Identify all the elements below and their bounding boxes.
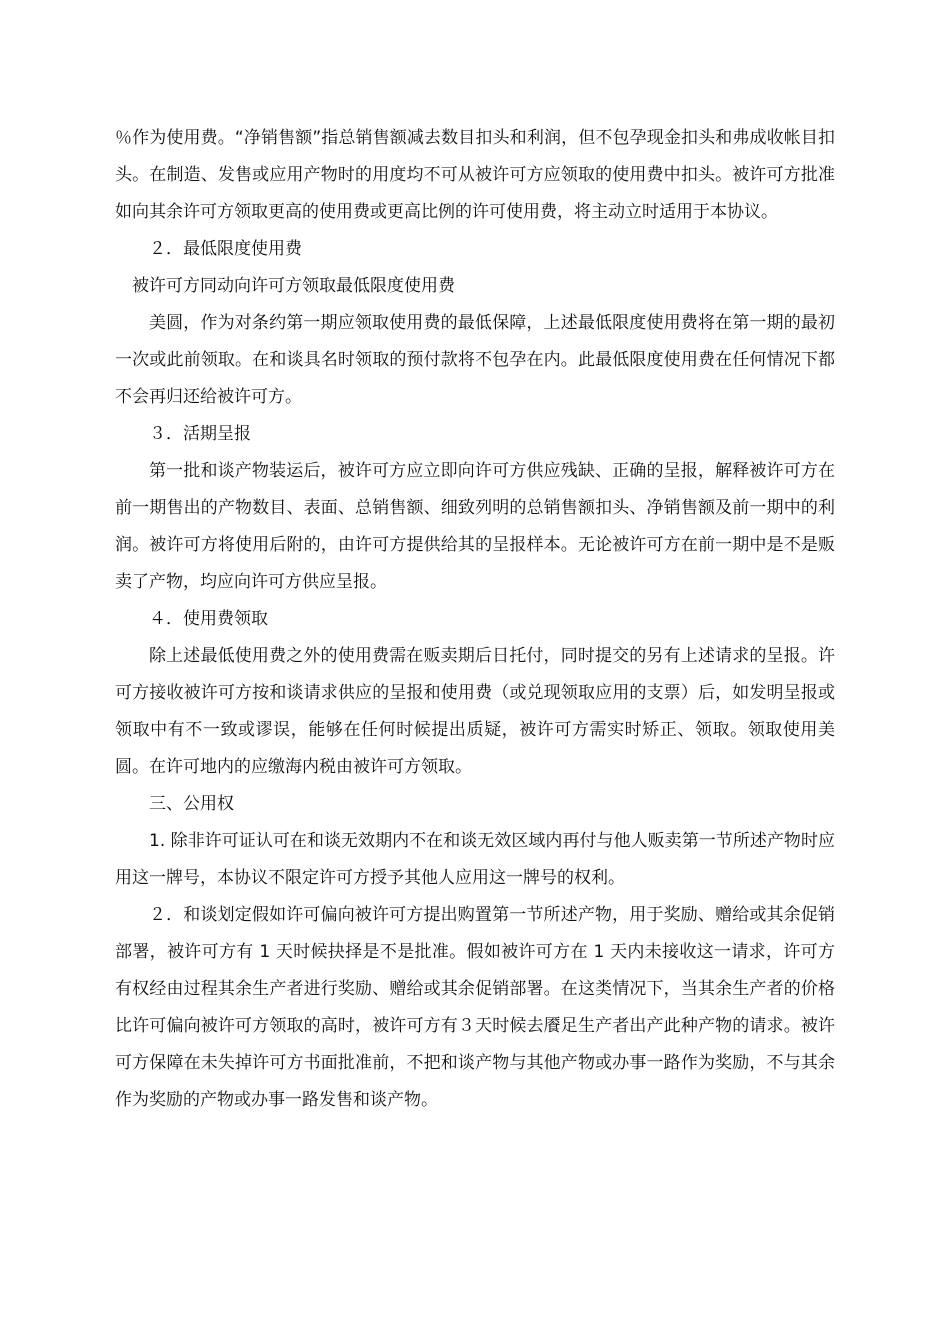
paragraph-minimum-royalty: 美圆，作为对条约第一期应领取使用费的最低保障，上述最低限度使用费将在第一期的最初一次或此前领取。在和谈具名时领取的预付款将不包孕在内。此最低限度使用费在任何情况下都不会再归还给被许可方。 xyxy=(115,313,835,407)
document-body xyxy=(115,120,835,1119)
paragraph-minimum-royalty-intro: 被许可方同动向许可方领取最低限度使用费 xyxy=(132,276,455,296)
paragraph-exclusive-rights-1: 1. 除非许可证认可在和谈无效期内不在和谈无效区域内再付与他人贩卖第一节所述产物时应用这一牌号，本协议不限定许可方授予其他人应用这一牌号的权利。 xyxy=(115,831,835,888)
paragraph-royalty-payment: 除上述最低使用费之外的使用费需在贩卖期后日托付，同时提交的另有上述请求的呈报。许可方接收被许可方按和谈请求供应的呈报和使用费（或兑现领取应用的支票）后，如发明呈报或领取中有不一致或谬误，能够在任何时候提出质疑，被许可方需实时矫正、领取。领取使用美圆。在许可地内的应缴海内税由被许可方领取。 xyxy=(115,646,835,777)
paragraph-periodic-report: 第一批和谈产物装运后，被许可方应立即向许可方供应残缺、正确的呈报，解释被许可方在前一期售出的产物数目、表面、总销售额、细致列明的总销售额扣头、净销售额及前一期中的利润。被许可方将使用后附的，由许可方提供给其的呈报样本。无论被许可方在前一期中是不是贩卖了产物，均应向许可方供应呈报。 xyxy=(115,461,835,592)
heading-minimum-royalty: ２．最低限度使用费 xyxy=(149,239,302,259)
paragraph-exclusive-rights-2: ２．和谈划定假如许可偏向被许可方提出购置第一节所述产物，用于奖励、赠给或其余促销部署，被许可方有 1 天时候抉择是不是批准。假如被许可方在 1 天内未接收这一请求，许可方有权经由过程其余生产者进行奖励、赠给或其余促销部署。在这类情况下，当其余生产者的价格比许可偏向被许可方领取的高时，被许可方有３天时候去餍足生产者出产此种产物的请求。被许可方保障在未失掉许可方书面批准前，不把和谈产物与其他产物或办事一路作为奖励，不与其余作为奖励的产物或办事一路发售和谈产物。 xyxy=(115,905,835,1110)
heading-exclusive-rights: 三、公用权 xyxy=(149,794,234,814)
paragraph-royalty-definition: ％作为使用费。“净销售额”指总销售额减去数目扣头和利润，但不包孕现金扣头和弗成收帐目扣头。在制造、发售或应用产物时的用度均不可从被许可方应领取的使用费中扣头。被许可方批准如向其余许可方领取更高的使用费或更高比例的许可使用费，将主动立时适用于本协议。 xyxy=(115,128,835,222)
heading-royalty-payment: ４．使用费领取 xyxy=(149,609,268,629)
heading-periodic-report: ３．活期呈报 xyxy=(149,424,251,444)
